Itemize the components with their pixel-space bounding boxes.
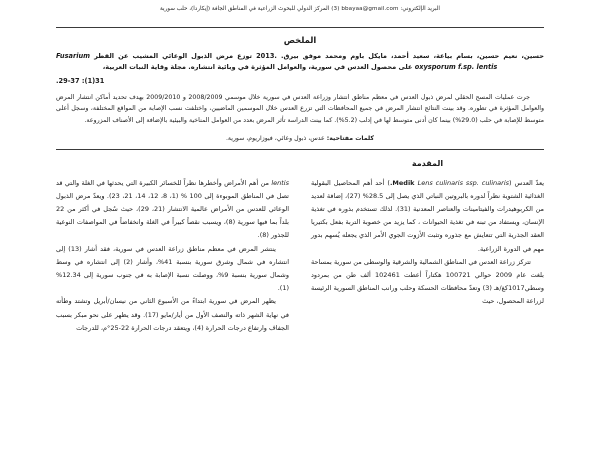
- abstract-volume-pages: [56, 76, 544, 87]
- keywords-label: كلمات مفتاحية:: [326, 134, 375, 142]
- abstract-keywords: [56, 133, 544, 144]
- abstract-journal-name: مجلة وقاية النبات العربية،: [102, 63, 186, 72]
- introduction-right-paragraphs: [311, 177, 544, 309]
- footnote-email-label: البريد الإلكتروني:: [400, 6, 440, 12]
- keywords-list: عدس، ذبول وعائي، فيوزاريوم، سورية.: [225, 134, 325, 142]
- intro-right-intro-p2: [311, 256, 544, 309]
- text-run: تتركز زراعة العدس في المناطق الشمالية والشرقية والوسطى من سورية بمساحة بلغت عام 2009 حوالي 100721 هكتاراً أعطت 102461 ألف طن من بمردود وسطي1017كغ/هـ (3) وتعدّ محافظات الحسكة وحلب ورانب المناطق السورية الرئيسة لزراعة المحصول، حيث: [311, 257, 544, 306]
- body-columns: [56, 159, 544, 335]
- intro-right-intro-p1: [311, 177, 544, 256]
- introduction-left-paragraphs: [56, 177, 289, 335]
- intro-left-left-p1: [56, 177, 289, 243]
- divider-rule-bottom: [56, 149, 544, 150]
- text-run: يعدّ العدس (: [509, 178, 545, 187]
- abstract-year: 2013.: [256, 52, 277, 60]
- intro-left-left-p3: [56, 295, 289, 335]
- abstract-title-part2: على محصول العدس في سورية، والعوامل المؤثرة في وبائية انتشاره.: [188, 63, 413, 72]
- abstract-volume-pages-value: 31(1): 29-37.: [56, 76, 105, 85]
- column-left: [56, 159, 289, 335]
- abstract-title-part1: توزع مرض الذبول الوعائي المشيب عن الفطر: [94, 52, 253, 60]
- footnote-affiliation: المركز الدولي للبحوث الزراعية في المناطق الجافة (إيكاردا)، حلب سورية: [160, 6, 330, 12]
- text-run: يظهر المرض في سورية ابتداءً من الأسبوع الثاني من نيسان/أبريل وتشتد وطأته في نهاية الشهر ذاته والنصف الأول من أيار/مايو (17). وقد يظهر على نحو مبكر بسبب الجفاف وارتفاع درجات الحرارة (4)، ويتعقد درجات الحرارة 22-25°م، للدرجات: [56, 297, 289, 332]
- abstract-body: جرت عمليات المسح الحقلي لمرض ذبول العدس في معظم مناطق انتشار وزراعة العدس في سورية خلال موسمي 2008/2009 و 2009/2010 بهدف تحديد أماكن انتشار المرض والعوامل المؤثرة في تطوره. وقد بينت النتائج انتشار المرض في جميع المحافظات التي تزرع العدس خلال الموسمين الماضيين، واختلفت نسب الإصابة من المواقع المختلفة، وسجل أعلى متوسط للإصابة في حلب (29.0%) بينما كان أدنى متوسط لها في إدلب (5.2%). كما بينت الدراسة تأثر المرض بعدد من العوامل المناخية والبيئية بالإضافة إلى الأصناف المزروعة.: [56, 93, 544, 124]
- introduction-heading: المقدمة: [411, 158, 444, 168]
- footnote-affiliation-marker: (3): [331, 6, 340, 12]
- column-right: [311, 159, 544, 335]
- text-run: ) أحد أهم المحاصيل البقولية الغذائية الشتوية نظراً لدوره بالبروتين النباتي الذي يصل إلى 28.5% (27)، إضافة لعديد من الكربوهيدرات والفيتامينات والعناصر المعدنية (31). لذلك تستخدم بذوره في تغذية الإنسان، ويستفاد من تبنه في تغذية الحيوانات ، كما يزيد من خصوبة التربة بفعل بكتيريا العقد الجذرية التي تتعايش مع جذوره وتثبت الأزوت الجوي الأمر الذي يجعله يُسهم بدور مهم في الدورة الزراعية.: [311, 178, 545, 253]
- text-run: من أهم الأمراض وأخطرها نظراً للخسائر الكبيرة التي يحدثها في الغلة والتي قد تصل في المناطق الموبوءة إلى 100 % (1، 8، 12، 14، 21، 23). ويعدّ مرض الذبول الوعائي للعدس من الأمراض عالمية الانتشار (21، 29)، حيث سُجل في أكثر من 22 بلداً بما فيها سورية (8)، ويسبب نقصاً كبيراً في الغلة وانخفاضاً في المواصفات النوعية للجذور (8).: [56, 178, 289, 240]
- abstract-species-name: Fusarium oxysporum f.sp. lentis: [56, 52, 498, 72]
- footnote-email[interactable]: bbayaa@gmail.com: [341, 6, 399, 12]
- abstract-authors: حسين، نعيم حسين، بسام بياعة، سعيد أحمد، مايكل باوم ومحمد موفق بيرق.: [280, 52, 545, 60]
- species-name: Lens culinaris ssp. culinaris: [417, 178, 510, 187]
- abstract-citation: [56, 51, 544, 74]
- species-name: lentis: [271, 178, 289, 187]
- author-abbrev: Medik.: [389, 178, 418, 187]
- footnote-line: [56, 0, 544, 14]
- abstract-heading: الملخص: [283, 35, 317, 45]
- text-run: ينتشر المرض في معظم مناطق زراعة العدس في سورية، فقد أشار (13) إلى انتشاره في شمال وشرق سورية بنسبة 41%، وأشار (2) إلى انتشاره في وسط وشمال سورية بنسبة 9%، ووصلت نسبة الإصابة به في جنوب سورية إلى 12.34% (1).: [56, 244, 290, 293]
- intro-left-left-p2: [56, 243, 289, 296]
- divider-rule-top: [56, 27, 544, 28]
